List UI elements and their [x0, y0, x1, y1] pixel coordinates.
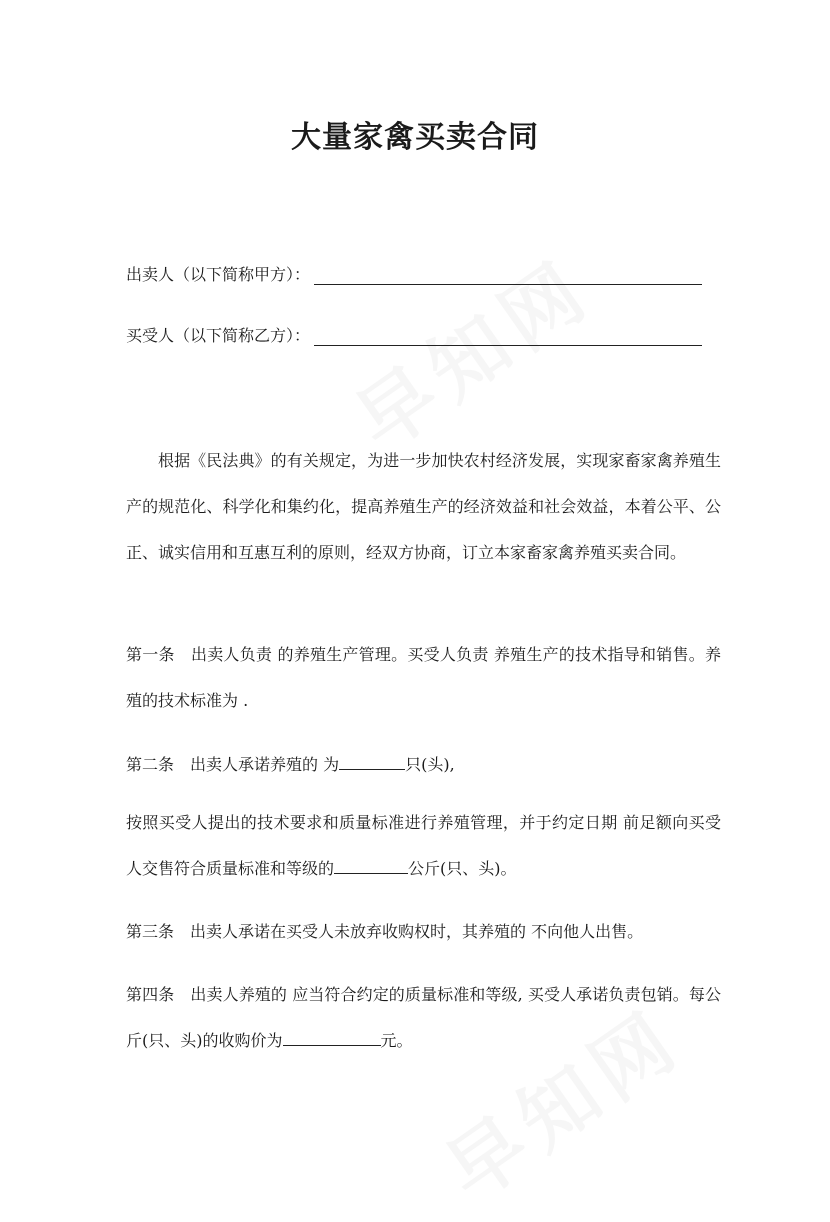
- quantity-blank[interactable]: [339, 751, 405, 770]
- article-2-detail: [126, 800, 721, 892]
- article-2-detail-text: 按照买受人提出的技术要求和质量标准进行养殖管理，并于约定日期 前足额向买受人交售符合质量标准和等级的: [126, 813, 721, 878]
- article-2-unit: 只(头),: [405, 755, 455, 774]
- seller-label: 出卖人（以下简称甲方）：: [126, 265, 311, 284]
- article-3: 第三条 出卖人承诺在买受人未放弃收购权时，其养殖的 不向他人出售。: [126, 922, 644, 941]
- page-title: 大量家禽买卖合同: [291, 120, 539, 155]
- article-4-text: 第四条 出卖人养殖的 应当符合约定的质量标准和等级, 买受人承诺负责包销。每公斤(只、头)的收购价为: [126, 985, 721, 1050]
- article-4: [126, 972, 721, 1064]
- weight-blank[interactable]: [334, 855, 408, 874]
- article-2-detail-unit: 公斤(只、头)。: [408, 859, 517, 878]
- buyer-field: [126, 323, 702, 346]
- buyer-label: 买受人（以下简称乙方）：: [126, 326, 311, 345]
- article-2-text: 第二条 出卖人承诺养殖的 为: [126, 755, 340, 774]
- intro-paragraph: 根据《民法典》的有关规定，为进一步加快农村经济发展，实现家畜家禽养殖生产的规范化、科学化和集约化，提高养殖生产的经济效益和社会效益，本着公平、公正、诚实信用和互惠互利的原则，经双方协商，订立本家畜家禽养殖买卖合同。: [126, 451, 721, 562]
- seller-field: [126, 262, 702, 285]
- price-blank[interactable]: [283, 1027, 381, 1046]
- buyer-blank-line[interactable]: [314, 325, 702, 346]
- seller-blank-line[interactable]: [314, 264, 702, 285]
- article-4-unit: 元。: [380, 1031, 413, 1050]
- article-2: [126, 742, 721, 788]
- article-1: 第一条 出卖人负责 的养殖生产管理。买受人负责 养殖生产的技术指导和销售。养殖的技术标准为 .: [126, 645, 721, 710]
